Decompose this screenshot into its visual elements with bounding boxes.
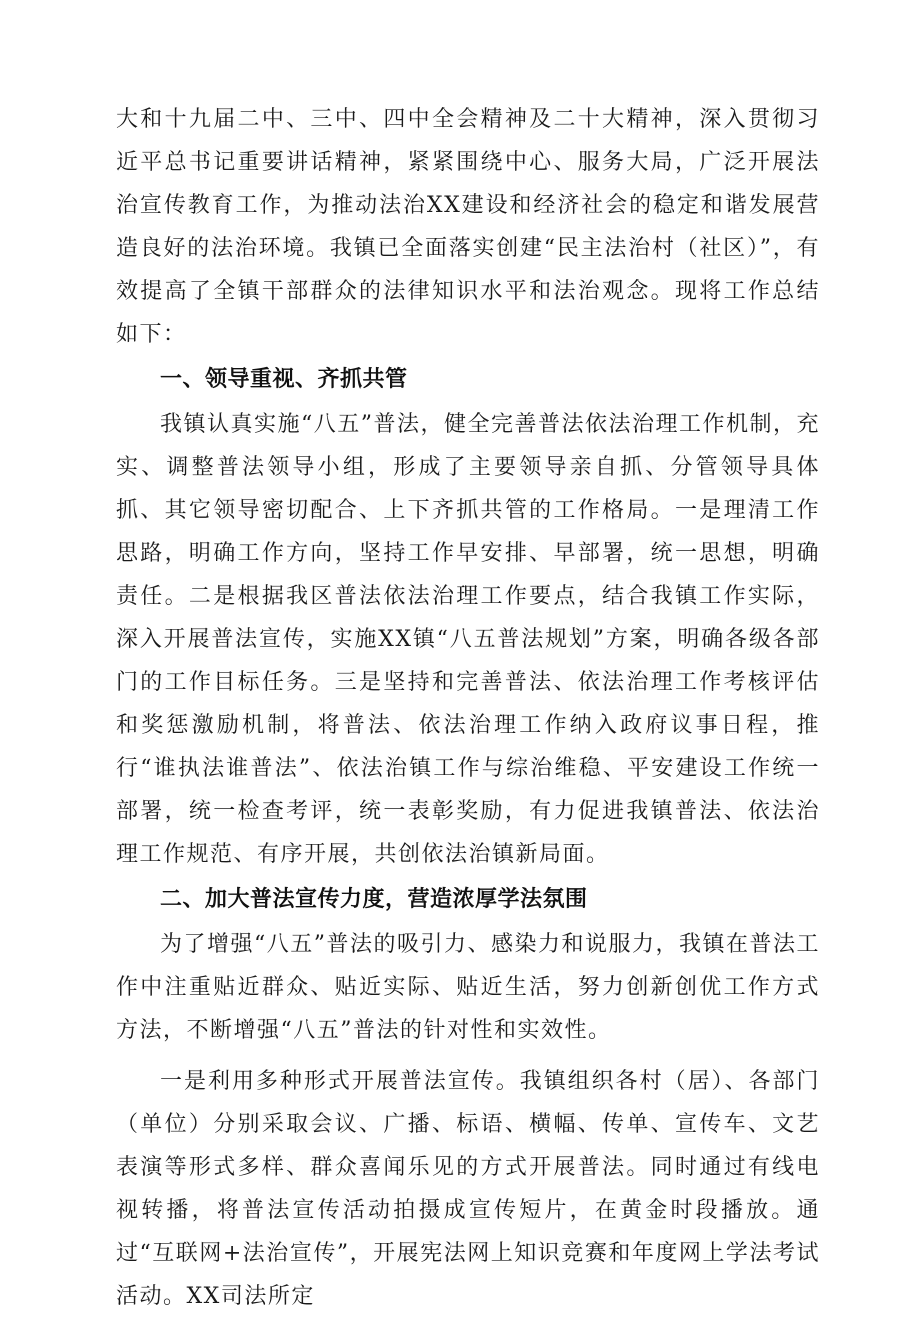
- body-paragraph: 为了增强“八五”普法的吸引力、感染力和说服力，我镇在普法工作中注重贴近群众、贴近实际、贴近生活，努力创新创优工作方式方法，不断增强“八五”普法的针对性和实效性。: [116, 932, 820, 1043]
- section-heading: 一、领导重视、齐抓共管: [160, 367, 408, 392]
- body-paragraph: 一是利用多种形式开展普法宣传。我镇组织各村（居）、各部门（单位）分别采取会议、广播、标语、横幅、传单、宣传车、文艺表演等形式多样、群众喜闻乐见的方式开展普法。同时通过有线电视转播，将普法宣传活动拍摄成宣传短片，在黄金时段播放。通过“互联网+法治宣传”，开展宪法网上知识竞赛和年度网上学法考试活动。XX司法所定: [116, 1069, 820, 1309]
- section-heading: 二、加大普法宣传力度，营造浓厚学法氛围: [160, 887, 588, 912]
- body-paragraph: 大和十九届二中、三中、四中全会精神及二十大精神，深入贯彻习近平总书记重要讲话精神，紧紧围绕中心、服务大局，广泛开展法治宣传教育工作，为推动法治XX建设和经济社会的稳定和谐发展营造良好的法治环境。我镇已全面落实创建“民主法治村（社区）”，有效提高了全镇干部群众的法律知识水平和法治观念。现将工作总结如下：: [116, 107, 820, 347]
- body-paragraph: 我镇认真实施“八五”普法，健全完善普法依法治理工作机制，充实、调整普法领导小组，形成了主要领导亲自抓、分管领导具体抓、其它领导密切配合、上下齐抓共管的工作格局。一是理清工作思路，明确工作方向，坚持工作早安排、早部署，统一思想，明确责任。二是根据我区普法依法治理工作要点，结合我镇工作实际，深入开展普法宣传，实施XX镇“八五普法规划”方案，明确各级各部门的工作目标任务。三是坚持和完善普法、依法治理工作考核评估和奖惩激励机制，将普法、依法治理工作纳入政府议事日程，推行“谁执法谁普法”、依法治镇工作与综治维稳、平安建设工作统一部署，统一检查考评，统一表彰奖励，有力促进我镇普法、依法治理工作规范、有序开展，共创依法治镇新局面。: [116, 412, 820, 867]
- document-body: [116, 98, 820, 1318]
- paragraph-spacer: [116, 1052, 820, 1060]
